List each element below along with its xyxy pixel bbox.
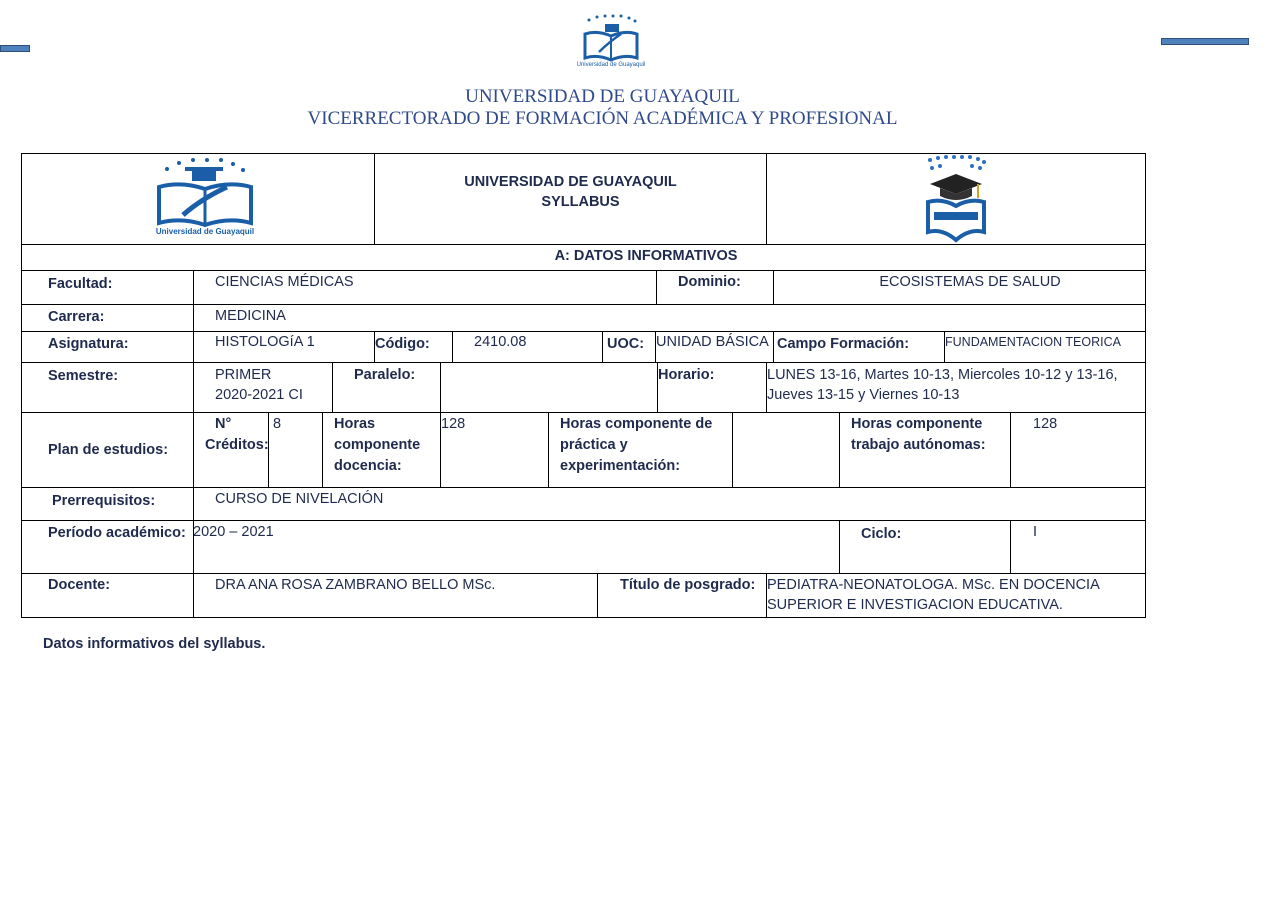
semestre-value-2: 2020-2021 CI: [215, 387, 303, 403]
autonomo-label-1: Horas componente: [851, 416, 983, 432]
campo-formacion-value: FUNDAMENTACION TEORICA: [945, 335, 1121, 349]
titulo-posgrado-value-1: PEDIATRA-NEONATOLOGA. MSc. EN DOCENCIA: [767, 577, 1100, 593]
university-logo-top: [575, 12, 647, 72]
paralelo-label: Paralelo:: [354, 367, 416, 383]
dominio-label: Dominio:: [678, 274, 741, 290]
docente-value: DRA ANA ROSA ZAMBRANO BELLO MSc.: [215, 577, 496, 593]
practica-label-1: Horas componente de: [560, 416, 713, 432]
table-title-syllabus: SYLLABUS: [541, 194, 620, 210]
titulo-posgrado-label: Título de posgrado:: [620, 577, 756, 593]
campo-formacion-label: Campo Formación:: [777, 336, 910, 352]
horario-label: Horario:: [658, 367, 715, 383]
autonomo-value: 128: [1033, 416, 1058, 432]
periodo-label: Período académico:: [48, 525, 186, 541]
carrera-value: MEDICINA: [215, 308, 286, 324]
docencia-value: 128: [441, 416, 466, 432]
prerrequisitos-value: CURSO DE NIVELACIÓN: [215, 491, 384, 507]
docencia-label-3: docencia:: [334, 458, 402, 474]
prerrequisitos-label: Prerrequisitos:: [52, 493, 156, 509]
ciclo-value: I: [1033, 524, 1038, 540]
left-decor-bar: [0, 45, 30, 52]
semestre-value-1: PRIMER: [215, 367, 272, 383]
horario-value-1: LUNES 13-16, Martes 10-13, Miercoles 10-12 y 13-16,: [767, 367, 1118, 383]
practica-label-3: experimentación:: [560, 458, 681, 474]
codigo-value: 2410.08: [474, 334, 527, 350]
table-title-university: UNIVERSIDAD DE GUAYAQUIL: [464, 174, 677, 190]
semestre-label: Semestre:: [48, 368, 119, 384]
creditos-value: 8: [273, 416, 282, 432]
docente-label: Docente:: [48, 577, 111, 593]
top-logo-caption: Universidad de Guayaquil: [576, 62, 646, 68]
autonomo-label-2: trabajo autónomas:: [851, 437, 986, 453]
horario-value-2: Jueves 13-15 y Viernes 10-13: [767, 387, 960, 403]
table-caption: Datos informativos del syllabus.: [43, 636, 266, 652]
facultad-label: Facultad:: [48, 276, 113, 292]
carrera-label: Carrera:: [48, 309, 105, 325]
header-university: UNIVERSIDAD DE GUAYAQUIL: [465, 86, 740, 107]
asignatura-label: Asignatura:: [48, 336, 129, 352]
left-logo-caption: Universidad de Guayaquil: [155, 227, 255, 236]
plan-estudios-label: Plan de estudios:: [48, 442, 169, 458]
creditos-label-1: N°: [215, 416, 232, 432]
asignatura-value: HISTOLOGíA 1: [215, 334, 315, 350]
docencia-label-2: componente: [334, 437, 421, 453]
creditos-label-2: Créditos:: [205, 437, 269, 453]
ciclo-label: Ciclo:: [861, 526, 902, 542]
header-vicerrectorado: VICERRECTORADO DE FORMACIÓN ACADÉMICA Y PROFESIONAL: [307, 108, 898, 129]
titulo-posgrado-value-2: SUPERIOR E INVESTIGACION EDUCATIVA.: [767, 597, 1063, 613]
uoc-value: UNIDAD BÁSICA: [656, 334, 769, 350]
uoc-label: UOC:: [607, 336, 645, 352]
table-logo-left: [145, 157, 265, 239]
codigo-label: Código:: [375, 336, 430, 352]
dominio-value: ECOSISTEMAS DE SALUD: [879, 274, 1061, 290]
section-title: A: DATOS INFORMATIVOS: [554, 248, 738, 264]
periodo-value: 2020 – 2021: [193, 524, 274, 540]
right-decor-bar: [1161, 38, 1249, 45]
graduation-cap-logo: [920, 154, 992, 244]
docencia-label-1: Horas: [334, 416, 376, 432]
facultad-value: CIENCIAS MÉDICAS: [215, 274, 354, 290]
practica-label-2: práctica y: [560, 437, 628, 453]
